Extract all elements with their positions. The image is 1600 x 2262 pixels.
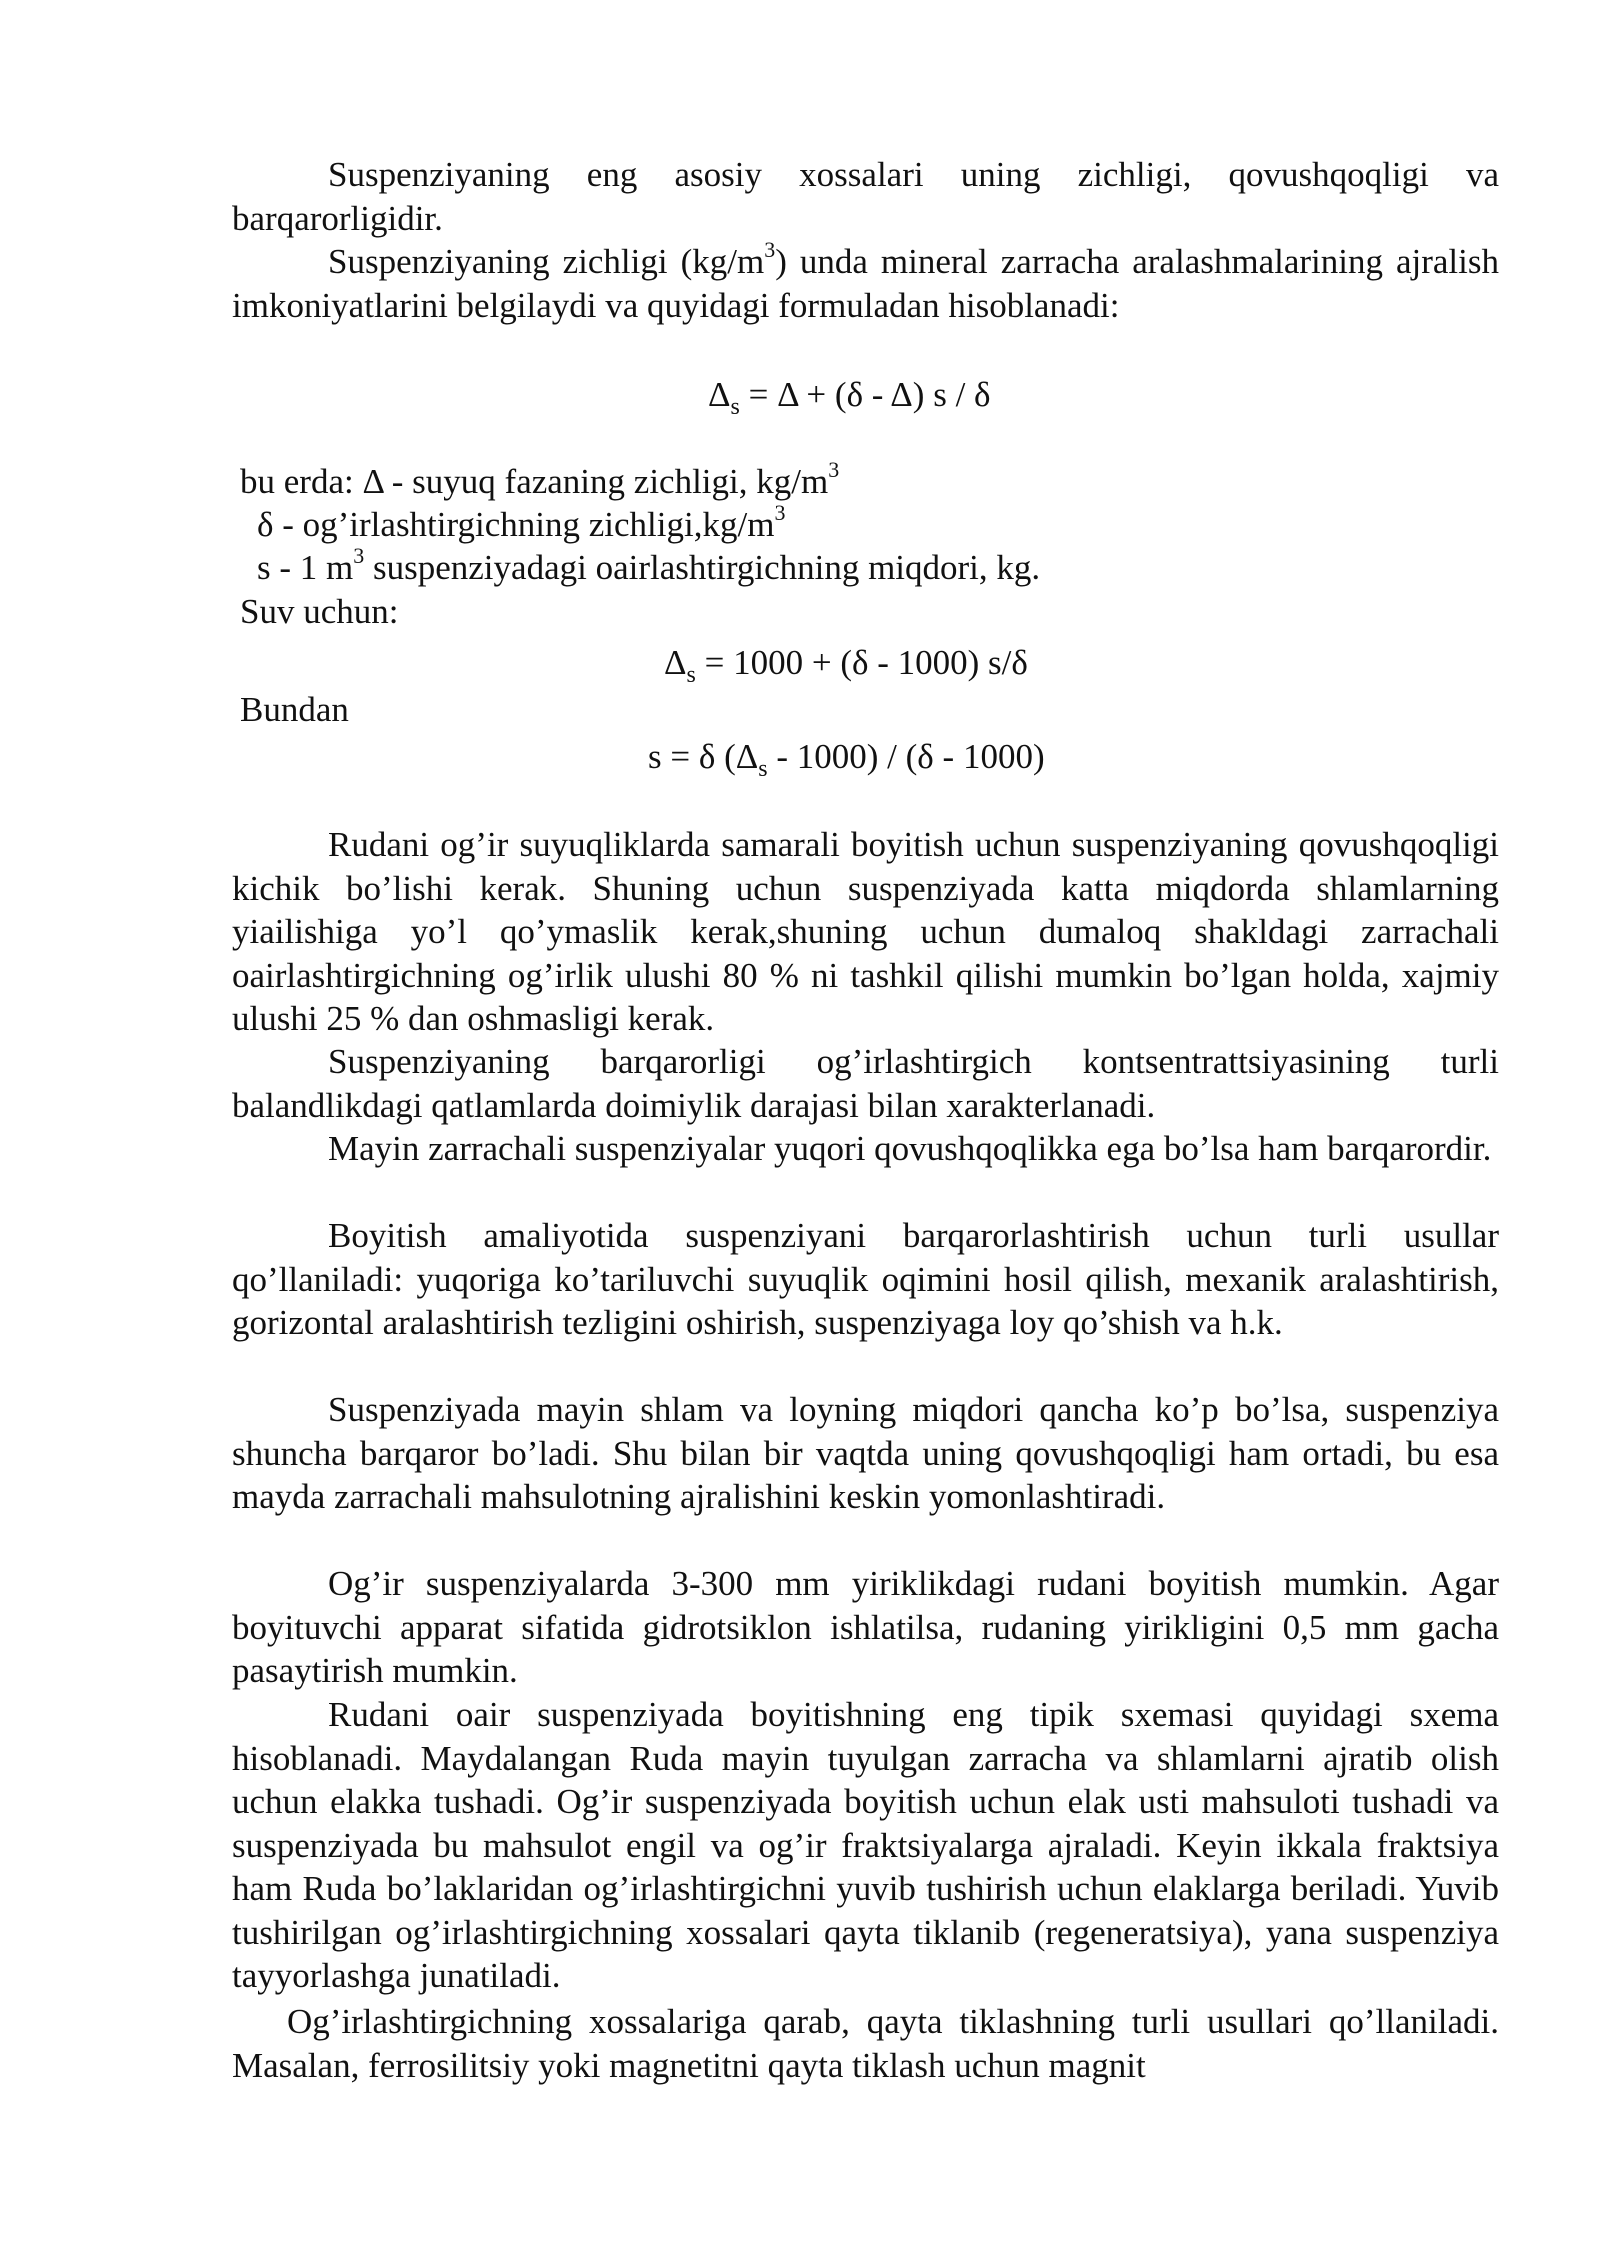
superscript: 3 <box>764 237 776 263</box>
paragraph-scheme: Rudani oair suspenziyada boyitishning eng tipik sxemasi quyidagi sxema hisoblanadi. Maydalangan Ruda mayin tuyulgan zarracha va shlamlarni ajratib olish uchun elakka tushadi. Og’ir suspenziyada boyitish uchun elak usti mahsuloti tushadi va suspenziyada bu mahsulot engil va og’ir fraktsiyalarga ajraladi. Keyin ikkala fraktsiya ham Ruda bo’laklaridan og’irlashtirgichni yuvib tushirish uchun elaklarga beriladi. Yuvib tushirilgan og’irlashtirgichning xossalari qayta tiklanib (regeneratsiya), yana suspenziya tayyorlashga junatiladi. <box>232 1695 1499 1995</box>
paragraph-fine-particles: Mayin zarrachali suspenziyalar yuqori qovushqoqlikka ega bo’lsa ham barqarordir. <box>328 1129 1492 1168</box>
paragraph-density <box>232 237 1499 327</box>
paragraph-properties: Suspenziyaning eng asosiy xossalari uning zichligi, qovushqoqligi va barqarorligidir. <box>232 155 1499 238</box>
definition-weighter-density: δ - og’irlashtirgichning $zichligi,kg/m^3$ <box>257 500 786 544</box>
label-hence: Bundan <box>240 690 349 729</box>
formula-suspension-density: $\Delta_s = \Delta + (\delta - \Delta)$ s / δ <box>708 375 991 420</box>
formula-water: $\Delta_s = 1000 + (\delta - 1000)$ s/δ <box>664 643 1028 688</box>
label-for-water: Suv uchun: <box>240 592 399 631</box>
definition-weighter-amount: s - 1 $m^3$ suspenziyadagi oairlashtirgichning miqdori, kg. <box>257 543 1041 587</box>
density-text-b: ) unda mineral zarracha aralashmalarining ajralish imkoniyatlarini belgilaydi va quyidagi formuladan hisoblanadi: <box>232 242 1499 325</box>
paragraph-regeneration: Og’irlashtirgichning xossalariga qarab, qayta tiklashning turli usullari qo’llaniladi. Masalan, ferrosilitsiy yoki magnetitni qayta tiklash uchun magnit <box>232 2002 1499 2085</box>
paragraph-slime-clay: Suspenziyada mayin shlam va loyning miqdori qancha ko’p bo’lsa, suspenziya shuncha barqaror bo’ladi. Shu bilan bir vaqtda uning qovushqoqligi ham ortadi, bu esa mayda zarrachali mahsulotning ajralishini keskin yomonlashtiradi. <box>232 1390 1499 1516</box>
paragraph-stabilization-methods: Boyitish amaliyotida suspenziyani barqarorlashtirish uchun turli usullar qo’llaniladi: yuqoriga ko’tariluvchi suyuqlik oqimini hosil qilish, mexanik aralashtirish, gorizontal aralashtirish tezligini oshirish, suspenziyaga loy qo’shish va h.k. <box>232 1216 1499 1342</box>
definition-liquid-density: bu erda: Δ - suyuq fazaning zichligi, $kg/m^3$ <box>240 457 840 501</box>
paragraph-size-range: Og’ir suspenziyalarda 3-300 mm yiriklikdagi rudani boyitish mumkin. Agar boyituvchi apparat sifatida gidrotsiklon ishlatilsa, rudaning yirikligini 0,5 mm gacha pasaytirish mumkin. <box>232 1564 1499 1690</box>
formula-weighter-amount: s = δ $(\Delta_s - 1000) / (\delta - 1000)$ <box>648 737 1045 782</box>
density-text-a: Suspenziyaning zichligi (kg/m <box>328 242 765 281</box>
paragraph-stability: Suspenziyaning barqarorligi og’irlashtirgich kontsentrattsiyasining turli balandlikdagi qatlamlarda doimiylik darajasi bilan xarakterlanadi. <box>232 1042 1499 1125</box>
paragraph-viscosity: Rudani og’ir suyuqliklarda samarali boyitish uchun suspenziyaning qovushqoqligi kichik bo’lishi kerak. Shuning uchun suspenziyada katta miqdorda shlamlarning yiailishiga yo’l qo’ymaslik kerak,shuning uchun dumaloq shakldagi zarrachali oairlashtirgichning og’irlik ulushi 80 % ni tashkil qilishi mumkin bo’lgan holda, xajmiy ulushi 25 % dan oshmasligi kerak. <box>232 825 1499 1038</box>
